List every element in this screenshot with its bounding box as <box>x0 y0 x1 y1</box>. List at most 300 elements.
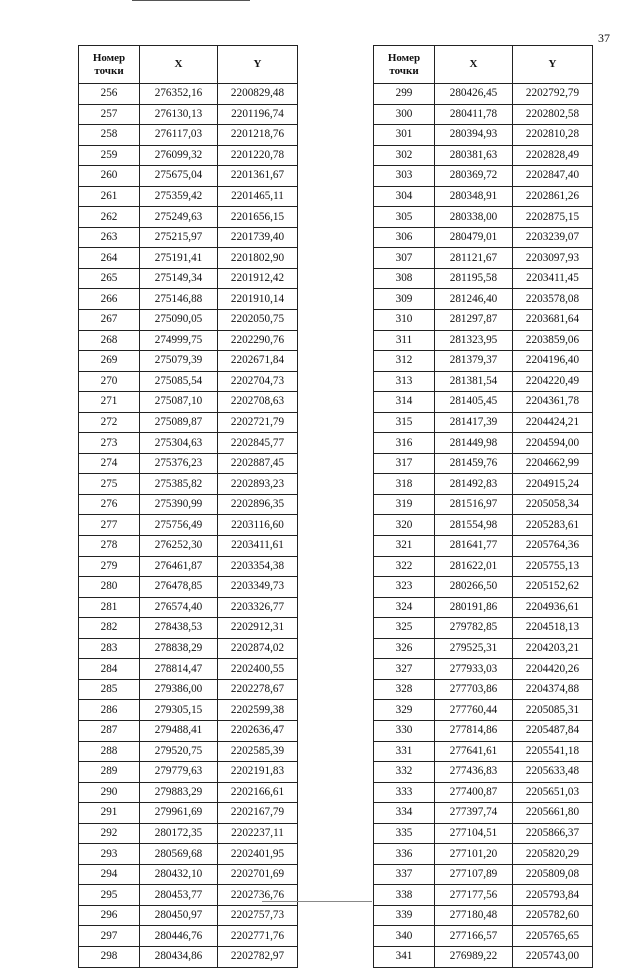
x-coordinate-cell: 279525,31 <box>435 638 513 659</box>
table-row <box>79 145 298 166</box>
point-number-cell: 275 <box>79 474 140 495</box>
point-number-cell: 296 <box>79 905 140 926</box>
x-coordinate-cell: 280479,01 <box>435 227 513 248</box>
table-row <box>79 84 298 105</box>
point-number-cell: 267 <box>79 310 140 331</box>
x-coordinate-cell: 277397,74 <box>435 803 513 824</box>
y-coordinate-cell: 2202736,76 <box>218 885 298 906</box>
y-coordinate-cell: 2202167,79 <box>218 803 298 824</box>
point-number-cell: 340 <box>374 926 435 947</box>
y-coordinate-cell: 2201910,14 <box>218 289 298 310</box>
y-coordinate-cell: 2205661,80 <box>513 803 593 824</box>
point-number-cell: 282 <box>79 618 140 639</box>
x-coordinate-cell: 281379,37 <box>435 351 513 372</box>
point-number-cell: 271 <box>79 392 140 413</box>
x-coordinate-cell: 277933,03 <box>435 659 513 680</box>
x-coordinate-cell: 275089,87 <box>140 412 218 433</box>
header-y: Y <box>513 46 593 84</box>
table-row <box>79 433 298 454</box>
point-number-cell: 334 <box>374 803 435 824</box>
point-number-cell: 333 <box>374 782 435 803</box>
header-point-number: Номер точки <box>374 46 435 84</box>
x-coordinate-cell: 279520,75 <box>140 741 218 762</box>
y-coordinate-cell: 2202708,63 <box>218 392 298 413</box>
x-coordinate-cell: 275376,23 <box>140 453 218 474</box>
x-coordinate-cell: 277760,44 <box>435 700 513 721</box>
table-row <box>374 762 593 783</box>
x-coordinate-cell: 275249,63 <box>140 207 218 228</box>
y-coordinate-cell: 2205487,84 <box>513 720 593 741</box>
point-number-cell: 320 <box>374 515 435 536</box>
y-coordinate-cell: 2202861,26 <box>513 186 593 207</box>
table-row <box>374 412 593 433</box>
point-number-cell: 262 <box>79 207 140 228</box>
table-row <box>79 905 298 926</box>
x-coordinate-cell: 279386,00 <box>140 679 218 700</box>
point-number-cell: 268 <box>79 330 140 351</box>
x-coordinate-cell: 277107,89 <box>435 864 513 885</box>
y-coordinate-cell: 2203859,06 <box>513 330 593 351</box>
y-coordinate-cell: 2200829,48 <box>218 84 298 105</box>
y-coordinate-cell: 2203349,73 <box>218 577 298 598</box>
x-coordinate-cell: 280348,91 <box>435 186 513 207</box>
point-number-cell: 286 <box>79 700 140 721</box>
x-coordinate-cell: 277436,83 <box>435 762 513 783</box>
table-row <box>79 577 298 598</box>
point-number-cell: 293 <box>79 844 140 865</box>
point-number-cell: 280 <box>79 577 140 598</box>
point-number-cell: 277 <box>79 515 140 536</box>
table-row <box>79 166 298 187</box>
y-coordinate-cell: 2202828,49 <box>513 145 593 166</box>
table-row <box>79 556 298 577</box>
y-coordinate-cell: 2203411,61 <box>218 536 298 557</box>
point-number-cell: 323 <box>374 577 435 598</box>
x-coordinate-cell: 281195,58 <box>435 268 513 289</box>
y-coordinate-cell: 2202845,77 <box>218 433 298 454</box>
header-x: X <box>140 46 218 84</box>
y-coordinate-cell: 2201361,67 <box>218 166 298 187</box>
x-coordinate-cell: 275085,54 <box>140 371 218 392</box>
table-row <box>374 289 593 310</box>
table-row <box>374 227 593 248</box>
x-coordinate-cell: 279782,85 <box>435 618 513 639</box>
y-coordinate-cell: 2205651,03 <box>513 782 593 803</box>
x-coordinate-cell: 275146,88 <box>140 289 218 310</box>
table-row <box>374 515 593 536</box>
point-number-cell: 278 <box>79 536 140 557</box>
y-coordinate-cell: 2201912,42 <box>218 268 298 289</box>
table-row <box>374 186 593 207</box>
x-coordinate-cell: 281417,39 <box>435 412 513 433</box>
point-number-cell: 276 <box>79 494 140 515</box>
x-coordinate-cell: 277641,61 <box>435 741 513 762</box>
table-row <box>79 844 298 865</box>
point-number-cell: 259 <box>79 145 140 166</box>
y-coordinate-cell: 2204915,24 <box>513 474 593 495</box>
y-coordinate-cell: 2205764,36 <box>513 536 593 557</box>
coordinates-table-left <box>78 45 298 968</box>
table-row <box>79 494 298 515</box>
y-coordinate-cell: 2205809,08 <box>513 864 593 885</box>
y-coordinate-cell: 2203097,93 <box>513 248 593 269</box>
y-coordinate-cell: 2204662,99 <box>513 453 593 474</box>
x-coordinate-cell: 281121,67 <box>435 248 513 269</box>
x-coordinate-cell: 277703,86 <box>435 679 513 700</box>
x-coordinate-cell: 280266,50 <box>435 577 513 598</box>
table-row <box>374 864 593 885</box>
point-number-cell: 294 <box>79 864 140 885</box>
point-number-cell: 303 <box>374 166 435 187</box>
header-x: X <box>435 46 513 84</box>
y-coordinate-cell: 2205743,00 <box>513 946 593 967</box>
x-coordinate-cell: 281641,77 <box>435 536 513 557</box>
y-coordinate-cell: 2203411,45 <box>513 268 593 289</box>
y-coordinate-cell: 2201196,74 <box>218 104 298 125</box>
x-coordinate-cell: 280450,97 <box>140 905 218 926</box>
table-row <box>374 310 593 331</box>
point-number-cell: 322 <box>374 556 435 577</box>
point-number-cell: 265 <box>79 268 140 289</box>
y-coordinate-cell: 2204203,21 <box>513 638 593 659</box>
point-number-cell: 341 <box>374 946 435 967</box>
x-coordinate-cell: 276461,87 <box>140 556 218 577</box>
point-number-cell: 301 <box>374 125 435 146</box>
point-number-cell: 292 <box>79 823 140 844</box>
table-row <box>374 536 593 557</box>
y-coordinate-cell: 2205058,34 <box>513 494 593 515</box>
y-coordinate-cell: 2205283,61 <box>513 515 593 536</box>
x-coordinate-cell: 280432,10 <box>140 864 218 885</box>
table-row <box>79 926 298 947</box>
table-row <box>79 864 298 885</box>
table-row <box>374 577 593 598</box>
x-coordinate-cell: 280381,63 <box>435 145 513 166</box>
y-coordinate-cell: 2202721,79 <box>218 412 298 433</box>
point-number-cell: 317 <box>374 453 435 474</box>
point-number-cell: 318 <box>374 474 435 495</box>
y-coordinate-cell: 2202671,84 <box>218 351 298 372</box>
x-coordinate-cell: 275304,63 <box>140 433 218 454</box>
top-rule <box>132 0 250 1</box>
y-coordinate-cell: 2204220,49 <box>513 371 593 392</box>
point-number-cell: 279 <box>79 556 140 577</box>
x-coordinate-cell: 277177,56 <box>435 885 513 906</box>
point-number-cell: 300 <box>374 104 435 125</box>
y-coordinate-cell: 2202166,61 <box>218 782 298 803</box>
point-number-cell: 273 <box>79 433 140 454</box>
y-coordinate-cell: 2202400,55 <box>218 659 298 680</box>
x-coordinate-cell: 280369,72 <box>435 166 513 187</box>
y-coordinate-cell: 2202636,47 <box>218 720 298 741</box>
table-row <box>79 412 298 433</box>
point-number-cell: 339 <box>374 905 435 926</box>
y-coordinate-cell: 2204424,21 <box>513 412 593 433</box>
table-row <box>374 453 593 474</box>
table-row <box>79 392 298 413</box>
y-coordinate-cell: 2202704,73 <box>218 371 298 392</box>
point-number-cell: 321 <box>374 536 435 557</box>
table-row <box>79 453 298 474</box>
x-coordinate-cell: 280394,93 <box>435 125 513 146</box>
table-row <box>374 782 593 803</box>
x-coordinate-cell: 276117,03 <box>140 125 218 146</box>
point-number-cell: 288 <box>79 741 140 762</box>
table-row <box>374 474 593 495</box>
y-coordinate-cell: 2202782,97 <box>218 946 298 967</box>
y-coordinate-cell: 2202802,58 <box>513 104 593 125</box>
point-number-cell: 315 <box>374 412 435 433</box>
point-number-cell: 307 <box>374 248 435 269</box>
x-coordinate-cell: 275390,99 <box>140 494 218 515</box>
y-coordinate-cell: 2202887,45 <box>218 453 298 474</box>
x-coordinate-cell: 278438,53 <box>140 618 218 639</box>
x-coordinate-cell: 278814,47 <box>140 659 218 680</box>
point-number-cell: 327 <box>374 659 435 680</box>
y-coordinate-cell: 2201218,76 <box>218 125 298 146</box>
table-row <box>374 494 593 515</box>
x-coordinate-cell: 279305,15 <box>140 700 218 721</box>
table-row <box>79 289 298 310</box>
x-coordinate-cell: 277814,86 <box>435 720 513 741</box>
x-coordinate-cell: 279779,63 <box>140 762 218 783</box>
y-coordinate-cell: 2204518,13 <box>513 618 593 639</box>
table-row <box>374 84 593 105</box>
y-coordinate-cell: 2203326,77 <box>218 597 298 618</box>
table-row <box>374 207 593 228</box>
y-coordinate-cell: 2202847,40 <box>513 166 593 187</box>
x-coordinate-cell: 281449,98 <box>435 433 513 454</box>
y-coordinate-cell: 2205085,31 <box>513 700 593 721</box>
x-coordinate-cell: 281622,01 <box>435 556 513 577</box>
table-row <box>79 227 298 248</box>
x-coordinate-cell: 281246,40 <box>435 289 513 310</box>
table-row <box>374 556 593 577</box>
point-number-cell: 337 <box>374 864 435 885</box>
point-number-cell: 302 <box>374 145 435 166</box>
point-number-cell: 257 <box>79 104 140 125</box>
table-row <box>374 679 593 700</box>
y-coordinate-cell: 2205765,65 <box>513 926 593 947</box>
table-row <box>79 310 298 331</box>
table-row <box>79 659 298 680</box>
x-coordinate-cell: 280338,00 <box>435 207 513 228</box>
y-coordinate-cell: 2203239,07 <box>513 227 593 248</box>
table-row <box>79 823 298 844</box>
table-row <box>374 844 593 865</box>
table-row <box>374 926 593 947</box>
point-number-cell: 270 <box>79 371 140 392</box>
table-row <box>374 803 593 824</box>
x-coordinate-cell: 281297,87 <box>435 310 513 331</box>
table-row <box>374 700 593 721</box>
table-row <box>79 782 298 803</box>
point-number-cell: 295 <box>79 885 140 906</box>
table-row <box>374 905 593 926</box>
table-row <box>79 762 298 783</box>
y-coordinate-cell: 2202792,79 <box>513 84 593 105</box>
table-row <box>79 268 298 289</box>
header-y: Y <box>218 46 298 84</box>
point-number-cell: 335 <box>374 823 435 844</box>
table-row <box>374 145 593 166</box>
point-number-cell: 283 <box>79 638 140 659</box>
x-coordinate-cell: 276574,40 <box>140 597 218 618</box>
point-number-cell: 261 <box>79 186 140 207</box>
x-coordinate-cell: 275079,39 <box>140 351 218 372</box>
x-coordinate-cell: 276130,13 <box>140 104 218 125</box>
y-coordinate-cell: 2205782,60 <box>513 905 593 926</box>
y-coordinate-cell: 2205633,48 <box>513 762 593 783</box>
y-coordinate-cell: 2202757,73 <box>218 905 298 926</box>
x-coordinate-cell: 275215,97 <box>140 227 218 248</box>
table-row <box>374 946 593 967</box>
y-coordinate-cell: 2202237,11 <box>218 823 298 844</box>
table-row <box>79 330 298 351</box>
x-coordinate-cell: 275191,41 <box>140 248 218 269</box>
table-row <box>374 823 593 844</box>
point-number-cell: 332 <box>374 762 435 783</box>
table-row <box>374 597 593 618</box>
point-number-cell: 266 <box>79 289 140 310</box>
x-coordinate-cell: 275149,34 <box>140 268 218 289</box>
point-number-cell: 263 <box>79 227 140 248</box>
y-coordinate-cell: 2203578,08 <box>513 289 593 310</box>
point-number-cell: 329 <box>374 700 435 721</box>
x-coordinate-cell: 275756,49 <box>140 515 218 536</box>
table-row <box>374 248 593 269</box>
y-coordinate-cell: 2201656,15 <box>218 207 298 228</box>
x-coordinate-cell: 280172,35 <box>140 823 218 844</box>
x-coordinate-cell: 276252,30 <box>140 536 218 557</box>
y-coordinate-cell: 2202893,23 <box>218 474 298 495</box>
table-row <box>79 700 298 721</box>
x-coordinate-cell: 275359,42 <box>140 186 218 207</box>
point-number-cell: 304 <box>374 186 435 207</box>
x-coordinate-cell: 280453,77 <box>140 885 218 906</box>
table-row <box>79 679 298 700</box>
point-number-cell: 325 <box>374 618 435 639</box>
y-coordinate-cell: 2203681,64 <box>513 310 593 331</box>
table-row <box>79 207 298 228</box>
x-coordinate-cell: 277400,87 <box>435 782 513 803</box>
x-coordinate-cell: 280569,68 <box>140 844 218 865</box>
table-row <box>79 597 298 618</box>
x-coordinate-cell: 281405,45 <box>435 392 513 413</box>
point-number-cell: 305 <box>374 207 435 228</box>
table-row <box>374 268 593 289</box>
table-row <box>79 104 298 125</box>
y-coordinate-cell: 2203354,38 <box>218 556 298 577</box>
y-coordinate-cell: 2202810,28 <box>513 125 593 146</box>
y-coordinate-cell: 2202875,15 <box>513 207 593 228</box>
point-number-cell: 309 <box>374 289 435 310</box>
y-coordinate-cell: 2201739,40 <box>218 227 298 248</box>
y-coordinate-cell: 2201465,11 <box>218 186 298 207</box>
x-coordinate-cell: 281381,54 <box>435 371 513 392</box>
x-coordinate-cell: 281459,76 <box>435 453 513 474</box>
y-coordinate-cell: 2202896,35 <box>218 494 298 515</box>
y-coordinate-cell: 2202050,75 <box>218 310 298 331</box>
y-coordinate-cell: 2205755,13 <box>513 556 593 577</box>
table-row <box>79 803 298 824</box>
table-row <box>374 720 593 741</box>
y-coordinate-cell: 2202701,69 <box>218 864 298 885</box>
y-coordinate-cell: 2202912,31 <box>218 618 298 639</box>
table-row <box>374 330 593 351</box>
x-coordinate-cell: 275090,05 <box>140 310 218 331</box>
point-number-cell: 274 <box>79 453 140 474</box>
y-coordinate-cell: 2202401,95 <box>218 844 298 865</box>
y-coordinate-cell: 2204594,00 <box>513 433 593 454</box>
x-coordinate-cell: 279488,41 <box>140 720 218 741</box>
x-coordinate-cell: 280434,86 <box>140 946 218 967</box>
table-row <box>79 720 298 741</box>
x-coordinate-cell: 281492,83 <box>435 474 513 495</box>
y-coordinate-cell: 2204936,61 <box>513 597 593 618</box>
table-row <box>79 125 298 146</box>
point-number-cell: 324 <box>374 597 435 618</box>
point-number-cell: 328 <box>374 679 435 700</box>
y-coordinate-cell: 2202771,76 <box>218 926 298 947</box>
point-number-cell: 313 <box>374 371 435 392</box>
coordinates-table-right <box>373 45 593 968</box>
x-coordinate-cell: 281554,98 <box>435 515 513 536</box>
point-number-cell: 338 <box>374 885 435 906</box>
point-number-cell: 316 <box>374 433 435 454</box>
x-coordinate-cell: 281516,97 <box>435 494 513 515</box>
point-number-cell: 284 <box>79 659 140 680</box>
point-number-cell: 264 <box>79 248 140 269</box>
x-coordinate-cell: 275087,10 <box>140 392 218 413</box>
point-number-cell: 269 <box>79 351 140 372</box>
point-number-cell: 260 <box>79 166 140 187</box>
x-coordinate-cell: 278838,29 <box>140 638 218 659</box>
table-row <box>374 659 593 680</box>
y-coordinate-cell: 2204420,26 <box>513 659 593 680</box>
table-row <box>374 392 593 413</box>
point-number-cell: 326 <box>374 638 435 659</box>
y-coordinate-cell: 2204361,78 <box>513 392 593 413</box>
point-number-cell: 258 <box>79 125 140 146</box>
table-row <box>79 638 298 659</box>
table-row <box>374 618 593 639</box>
table-row <box>79 248 298 269</box>
y-coordinate-cell: 2202290,76 <box>218 330 298 351</box>
point-number-cell: 289 <box>79 762 140 783</box>
table-row <box>374 638 593 659</box>
table-row <box>374 104 593 125</box>
point-number-cell: 291 <box>79 803 140 824</box>
table-row <box>79 474 298 495</box>
table-row <box>79 351 298 372</box>
y-coordinate-cell: 2202585,39 <box>218 741 298 762</box>
point-number-cell: 281 <box>79 597 140 618</box>
x-coordinate-cell: 280446,76 <box>140 926 218 947</box>
x-coordinate-cell: 279961,69 <box>140 803 218 824</box>
x-coordinate-cell: 277180,48 <box>435 905 513 926</box>
y-coordinate-cell: 2204196,40 <box>513 351 593 372</box>
point-number-cell: 336 <box>374 844 435 865</box>
bottom-rule <box>262 901 372 902</box>
x-coordinate-cell: 276352,16 <box>140 84 218 105</box>
y-coordinate-cell: 2202191,83 <box>218 762 298 783</box>
y-coordinate-cell: 2205152,62 <box>513 577 593 598</box>
table-row <box>79 515 298 536</box>
x-coordinate-cell: 280191,86 <box>435 597 513 618</box>
x-coordinate-cell: 279883,29 <box>140 782 218 803</box>
table-row <box>79 536 298 557</box>
